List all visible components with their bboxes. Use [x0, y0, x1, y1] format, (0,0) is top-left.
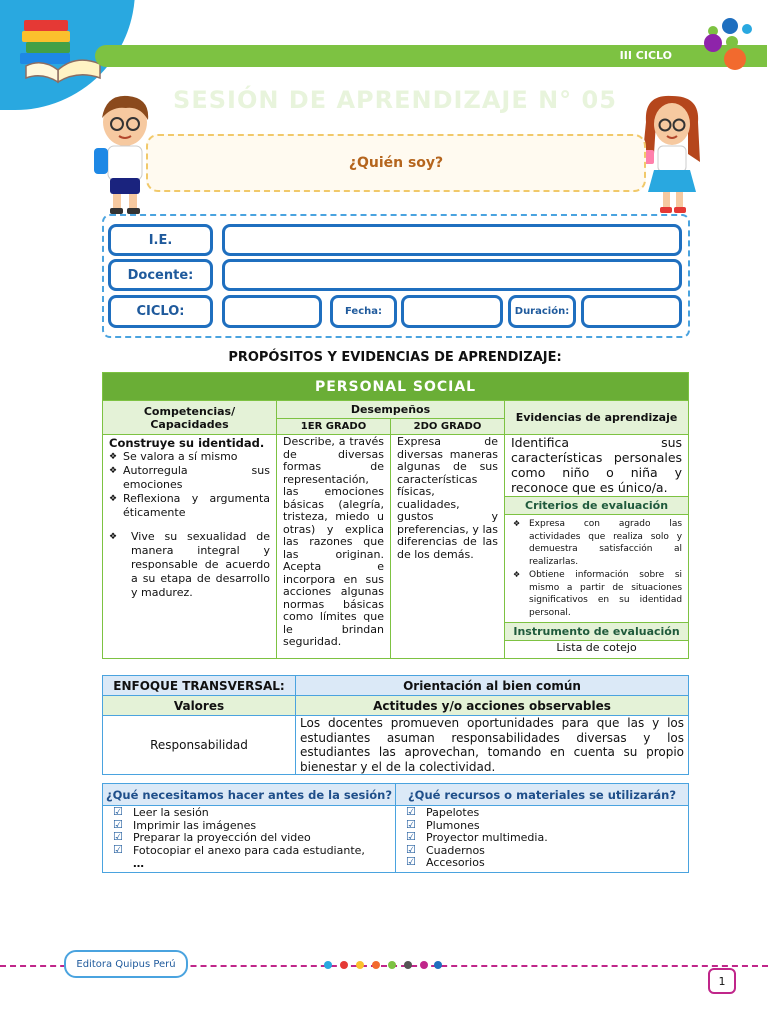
- capacidades-list-last: [103, 530, 276, 600]
- preparacion-table: [102, 783, 689, 873]
- list-item: ☑ Cuadernos: [402, 845, 682, 858]
- antes-header: ¿Qué necesitamos hacer antes de la sesión?: [103, 784, 396, 806]
- session-title: SESIÓN DE APRENDIZAJE N° 05: [173, 86, 617, 114]
- section-heading: PROPÓSITOS Y EVIDENCIAS DE APRENDIZAJE:: [228, 350, 562, 365]
- instrumento-header: Instrumento de evaluación: [505, 623, 689, 641]
- recursos-cell: [396, 806, 689, 873]
- valor-cell: Responsabilidad: [103, 716, 296, 775]
- duracion-field[interactable]: [581, 295, 682, 328]
- docente-field[interactable]: [222, 259, 682, 291]
- antes-ellipsis: …: [133, 857, 144, 870]
- list-item: ☑ Accesorios: [402, 857, 682, 870]
- list-item: ❖ Se valora a sí mismo: [109, 450, 270, 464]
- evidencia-cell: Identifica sus características personales como niño o niña y reconoce que es único/a.: [505, 435, 689, 497]
- session-topic: ¿Quién soy?: [348, 155, 444, 171]
- fecha-label: Fecha:: [330, 295, 397, 328]
- capacidades-list: [103, 450, 276, 520]
- evidencias-header: Evidencias de aprendizaje: [505, 401, 689, 435]
- list-item: ☑ Preparar la proyección del video: [109, 832, 389, 845]
- recursos-header: ¿Qué recursos o materiales se utilizarán?: [396, 784, 689, 806]
- header-bar: [95, 45, 767, 67]
- criterios-cell: [505, 515, 689, 623]
- publisher-badge: Editora Quipus Perú: [64, 950, 188, 978]
- grado2-header: 2DO GRADO: [391, 419, 505, 435]
- ie-label: I.E.: [108, 224, 213, 256]
- girl-illustration: [636, 92, 706, 217]
- instrumento-cell: Lista de cotejo: [505, 641, 689, 659]
- footer-dots-icon: [322, 958, 442, 972]
- topic-box: [146, 134, 646, 192]
- desempeno-grado1: Describe, a través de diversas formas de representación, las emociones básicas (alegría, tristeza, miedo u otras) y explica las razones que las originan. Acepta e incorpora en sus acciones algunas normas básicas como límites que le brindan seguridad.: [277, 435, 391, 659]
- list-item: ❖ Obtiene información sobre si mismo a partir de situaciones significativos en su identidad personal.: [511, 569, 682, 619]
- list-item: ☑ Imprimir las imágenes: [109, 820, 389, 833]
- competencias-header: Competencias/ Capacidades: [103, 401, 277, 435]
- ie-field[interactable]: [222, 224, 682, 256]
- list-item: ❖ Reflexiona y argumenta éticamente: [109, 492, 270, 520]
- criterios-header: Criterios de evaluación: [505, 497, 689, 515]
- fecha-field[interactable]: [401, 295, 503, 328]
- desempeno-grado2: Expresa de diversas maneras algunas de sus características físicas, cualidades, gustos y preferencias, y las diferencias de las de los demás.: [391, 435, 505, 659]
- list-item: ☑ Leer la sesión: [109, 807, 389, 820]
- enfoque-table: [102, 675, 689, 775]
- list-item: ❖ Vive su sexualidad de manera integral y responsable de acuerdo a su etapa de desarrollo y madurez.: [109, 530, 270, 600]
- actitud-cell: Los docentes promueven oportunidades para que las y los estudiantes asuman responsabilidades diversas y los estudiantes las aprovechan, tomando en cuenta su propio bienestar y el de la colectividad.: [296, 716, 689, 775]
- recursos-list: [396, 806, 688, 872]
- antes-cell: [103, 806, 396, 873]
- books-icon: [18, 14, 104, 84]
- competencias-cell: [103, 435, 277, 659]
- list-item: ☑ Proyector multimedia.: [402, 832, 682, 845]
- actitudes-header: Actitudes y/o acciones observables: [296, 696, 689, 716]
- grado1-header: 1ER GRADO: [277, 419, 391, 435]
- enfoque-label: ENFOQUE TRANSVERSAL:: [103, 676, 296, 696]
- ciclo-field[interactable]: [222, 295, 322, 328]
- desempenos-header: Desempeños: [277, 401, 505, 419]
- ciclo-tag: III CICLO: [619, 49, 672, 62]
- list-item: ☑ Papelotes: [402, 807, 682, 820]
- decorative-dots: [700, 16, 760, 70]
- list-item: ☑ Fotocopiar el anexo para cada estudiante,: [109, 845, 389, 858]
- competencia-title: Construye su identidad.: [109, 436, 265, 450]
- list-item: ☑ Plumones: [402, 820, 682, 833]
- enfoque-name: Orientación al bien común: [296, 676, 689, 696]
- area-title: PERSONAL SOCIAL: [103, 373, 689, 401]
- valores-header: Valores: [103, 696, 296, 716]
- ciclo-label: CICLO:: [108, 295, 213, 328]
- criterios-list: [505, 515, 688, 622]
- docente-label: Docente:: [108, 259, 213, 291]
- list-item: ❖ Autorregula sus emociones: [109, 464, 270, 492]
- list-item: ❖ Expresa con agrado las actividades que realiza solo y demuestra satisfacción al realizarlas.: [511, 518, 682, 568]
- duracion-label: Duración:: [508, 295, 576, 328]
- propositos-table: [102, 372, 689, 659]
- antes-list: [103, 806, 395, 859]
- page-number: 1: [708, 968, 736, 994]
